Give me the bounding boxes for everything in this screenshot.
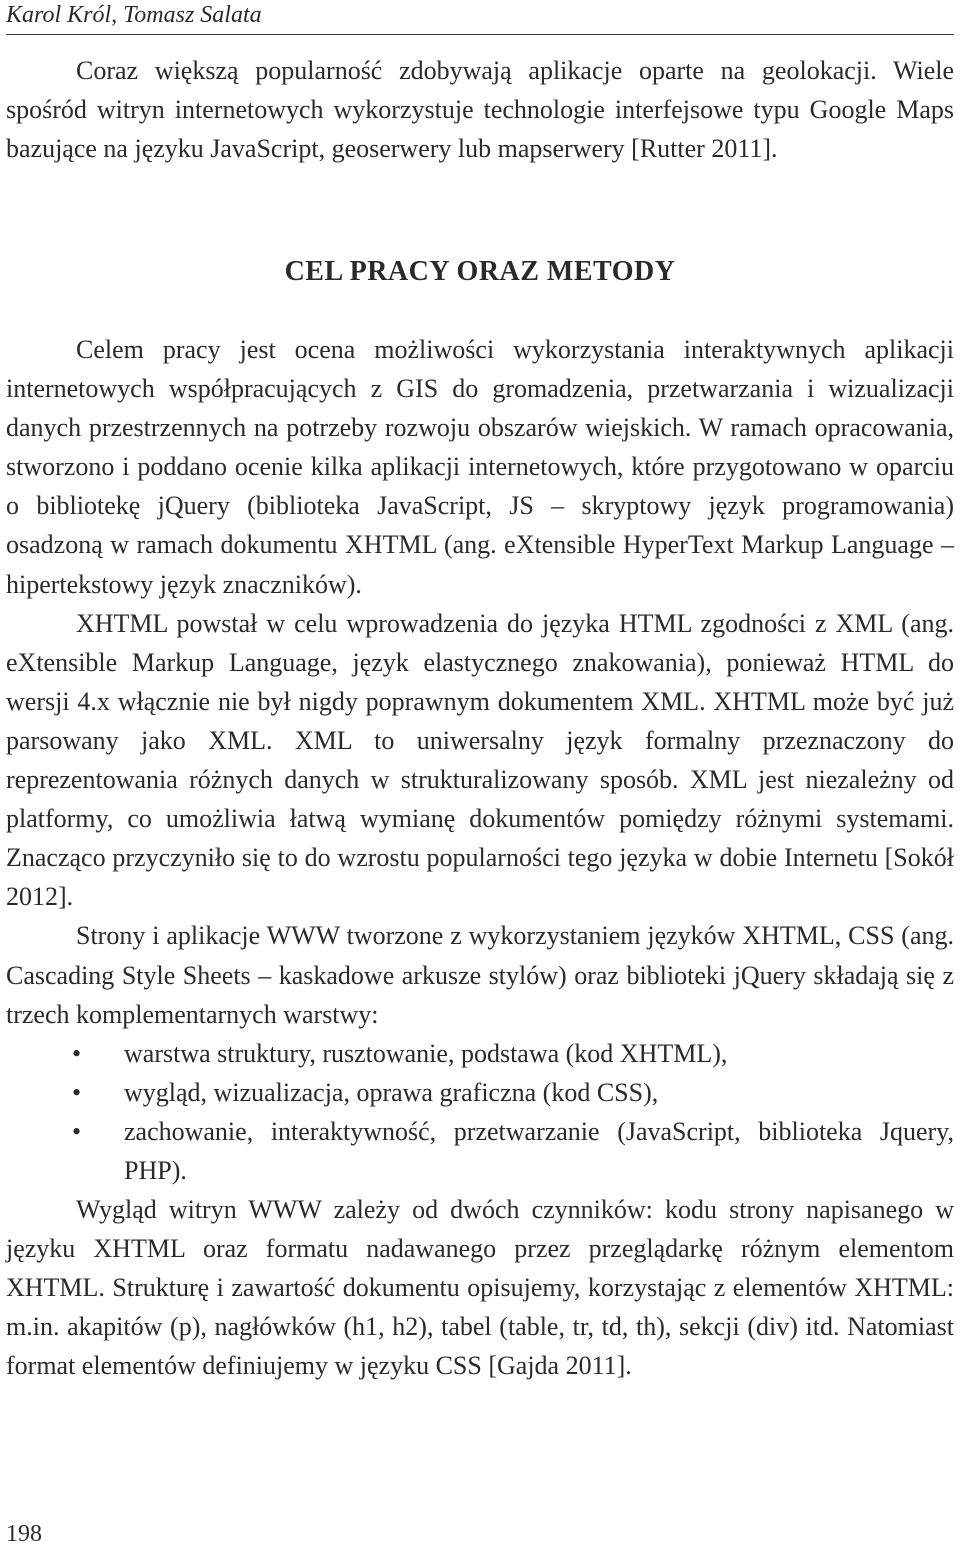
header-divider	[6, 34, 954, 35]
running-head-authors: Karol Król, Tomasz Salata	[6, 2, 262, 28]
list-item	[6, 1073, 954, 1112]
bullet-icon: •	[72, 1116, 82, 1146]
page-number: 198	[6, 1521, 42, 1547]
list-item-text: warstwa struktury, rusztowanie, podstawa (kod XHTML),	[124, 1038, 728, 1068]
intro-paragraph: Coraz większą popularność zdobywają aplikacje oparte na geolokacji. Wiele spośród witryn internetowych wykorzystuje technologie interfejsowe typu Google Maps bazujące na języku JavaScript, geoserwery lub mapserwery [Rutter 2011].	[6, 56, 954, 164]
bullet-icon: •	[72, 1077, 82, 1107]
bullet-icon: •	[72, 1038, 82, 1068]
intro-section	[6, 51, 954, 168]
paragraph-aim: Celem pracy jest ocena możliwości wykorzystania interaktywnych aplikacji internetowych współpracujących z GIS do gromadzenia, przetwarzania i wizualizacji danych przestrzennych na potrzeby rozwoju obszarów wiejskich. W ramach opracowania, stworzono i poddano ocenie kilka aplikacji internetowych, które przygotowano w oparciu o bibliotekę jQuery (biblioteka JavaScript, JS – skryptowy język programowania) osadzoną w ramach dokumentu XHTML (ang. eXtensible HyperText Markup Language – hipertekstowy język znaczników).	[6, 335, 954, 599]
layers-list	[6, 1034, 954, 1190]
paragraph-closing: Wygląd witryn WWW zależy od dwóch czynników: kodu strony napisanego w języku XHTML oraz formatu nadawanego przez przeglądarkę różnym elementom XHTML. Strukturę i zawartość dokumentu opisujemy, korzystając z elementów XHTML: m.in. akapitów (p), nagłówków (h1, h2), tabel (table, tr, td, th), sekcji (div) itd. Natomiast format elementów definiujemy w języku CSS [Gajda 2011].	[6, 1195, 954, 1381]
section-body	[6, 330, 954, 1386]
list-item	[6, 1112, 954, 1190]
list-item-text: zachowanie, interaktywność, przetwarzanie (JavaScript, biblioteka Jquery, PHP).	[124, 1116, 954, 1185]
list-item-text: wygląd, wizualizacja, oprawa graficzna (kod CSS),	[124, 1077, 659, 1107]
paragraph-layers-intro: Strony i aplikacje WWW tworzone z wykorzystaniem języków XHTML, CSS (ang. Cascading Style Sheets – kaskadowe arkusze stylów) oraz biblioteki jQuery składają się z trzech komplementarnych warstwy:	[6, 921, 954, 1029]
paragraph-xhtml: XHTML powstał w celu wprowadzenia do języka HTML zgodności z XML (ang. eXtensible Markup Language, język elastycznego znakowania), ponieważ HTML do wersji 4.x włącznie nie był nigdy poprawnym dokumentem XML. XHTML może być już parsowany jako XML. XML to uniwersalny język formalny przeznaczony do reprezentowania różnych danych w strukturalizowany sposób. XML jest niezależny od platformy, co umożliwia łatwą wymianę dokumentów pomiędzy różnymi systemami. Znacząco przyczyniło się to do wzrostu popularności tego języka w dobie Internetu [Sokół 2012].	[6, 608, 954, 912]
section-heading: CEL PRACY ORAZ METODY	[284, 256, 676, 287]
list-item	[6, 1034, 954, 1073]
